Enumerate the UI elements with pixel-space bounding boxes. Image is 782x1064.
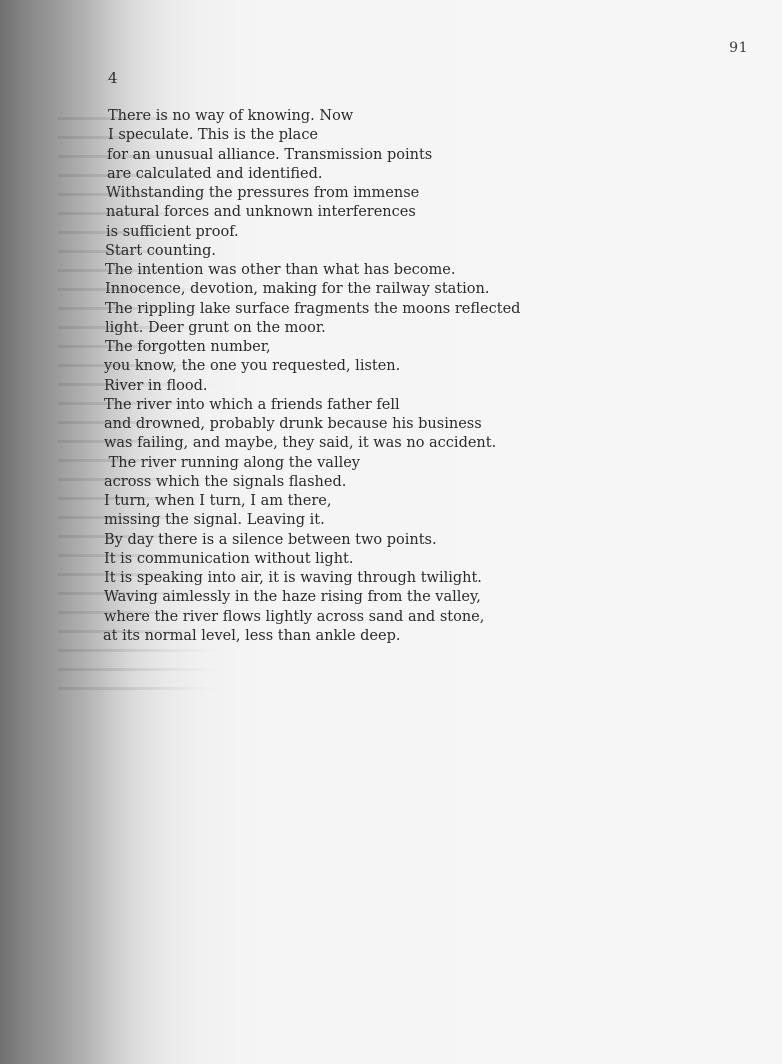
poem-line: light. Deer grunt on the moor.: [105, 319, 326, 336]
poem-line: It is speaking into air, it is waving through twilight.: [104, 570, 482, 586]
poem-line: are calculated and identified.: [107, 165, 323, 182]
poem-line: Start counting.: [105, 242, 216, 259]
poem-line: where the river flows lightly across sand and stone,: [104, 608, 485, 625]
poem-line: was failing, and maybe, they said, it was no accident.: [104, 435, 497, 452]
poem-line: I turn, when I turn, I am there,: [104, 493, 332, 509]
poem-body: [102, 107, 542, 646]
poem-line: natural forces and unknown interferences: [106, 204, 416, 221]
poem-line: across which the signals flashed.: [104, 473, 347, 490]
page-number: 91: [729, 40, 748, 56]
poem-line: is sufficient proof.: [106, 223, 239, 240]
poem-line: The river into which a friends father fell: [104, 396, 400, 413]
poem-line: missing the signal. Leaving it.: [104, 512, 325, 529]
section-number: 4: [108, 69, 118, 87]
poem-line: you know, the one you requested, listen.: [104, 358, 401, 375]
poem-line: It is communication without light.: [104, 550, 354, 567]
poem-line: Waving aimlessly in the haze rising from the valley,: [104, 589, 481, 606]
poem-line: River in flood.: [104, 377, 208, 394]
poem-line: for an unusual alliance. Transmission points: [107, 146, 433, 163]
poem-line: I speculate. This is the place: [108, 127, 319, 144]
poem-line: The rippling lake surface fragments the moons reflected: [105, 300, 521, 317]
poem-line: The intention was other than what has become.: [105, 262, 456, 278]
poem-line: By day there is a silence between two points.: [104, 531, 437, 548]
poem-line: There is no way of knowing. Now: [108, 108, 354, 124]
poem-line: The river running along the valley: [104, 454, 360, 471]
poem-line: The forgotten number,: [105, 339, 271, 355]
poem-line: Withstanding the pressures from immense: [106, 185, 420, 201]
poem-line: Innocence, devotion, making for the railway station.: [105, 281, 490, 298]
poem-line: at its normal level, less than ankle deep.: [103, 627, 401, 644]
poem-line: and drowned, probably drunk because his business: [104, 416, 482, 432]
